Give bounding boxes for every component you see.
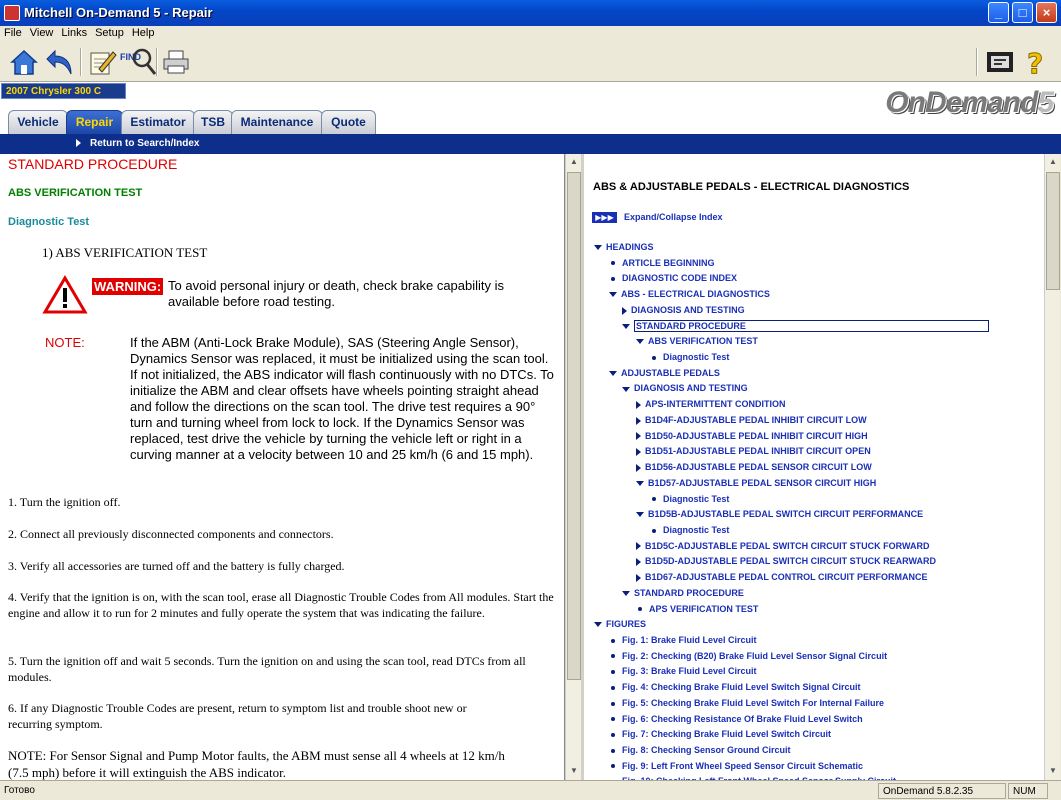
index-item-label: Fig. 5: Checking Brake Fluid Level Switch For Internal Failure	[622, 697, 885, 708]
ondemand-logo	[885, 86, 1053, 120]
index-item-label: B1D50-ADJUSTABLE PEDAL INHIBIT CIRCUIT HIGH	[645, 430, 868, 441]
index-item-label: ADJUSTABLE PEDALS	[621, 367, 720, 378]
index-item[interactable]	[622, 383, 748, 393]
index-item[interactable]	[609, 714, 863, 724]
svg-text:?: ?	[1027, 47, 1044, 80]
index-item-label: Fig. 8: Checking Sensor Ground Circuit	[622, 745, 791, 756]
collapsed-triangle-icon[interactable]	[636, 574, 641, 582]
expanded-triangle-icon[interactable]	[609, 371, 617, 376]
close-button[interactable]: ×	[1036, 2, 1057, 23]
index-item-label: B1D4F-ADJUSTABLE PEDAL INHIBIT CIRCUIT LOW	[645, 414, 867, 425]
step-4: 4. Verify that the ignition is on, with the scan tool, erase all Diagnostic Trouble Codes from All modules. Start the engine and allow it to run for 2 minutes and fully operate the system that was indicating the failure.	[8, 590, 554, 620]
step-1: 1. Turn the ignition off.	[8, 495, 121, 509]
index-item[interactable]	[609, 635, 757, 645]
expanded-triangle-icon[interactable]	[622, 387, 630, 392]
scroll-thumb[interactable]	[1046, 172, 1060, 290]
tab-maintenance[interactable]: Maintenance	[231, 110, 323, 134]
scroll-down-arrow-icon[interactable]: ▼	[1049, 766, 1057, 775]
step-6: 6. If any Diagnostic Trouble Codes are present, return to symptom list and trouble shoot new or recurring symptom.	[8, 701, 467, 731]
index-item[interactable]	[609, 651, 887, 661]
index-item-label: Fig. 3: Brake Fluid Level Circuit	[622, 666, 757, 677]
bullet-icon	[611, 764, 615, 768]
collapsed-triangle-icon[interactable]	[636, 558, 641, 566]
tab-quote[interactable]: Quote	[321, 110, 376, 134]
home-icon	[9, 48, 39, 76]
index-item[interactable]	[636, 431, 868, 441]
expanded-triangle-icon[interactable]	[594, 622, 602, 627]
index-item-label: ARTICLE BEGINNING	[622, 257, 715, 268]
menu-links[interactable]: Links	[61, 27, 88, 39]
index-item[interactable]	[609, 258, 715, 268]
status-text: Готово	[4, 785, 35, 796]
index-item-label: APS VERIFICATION TEST	[649, 603, 759, 614]
index-item-label: Diagnostic Test	[663, 352, 730, 363]
return-to-search-link[interactable]: Return to Search/Index	[90, 138, 200, 149]
index-item-label: STANDARD PROCEDURE	[634, 320, 989, 332]
article-subheading: ABS VERIFICATION TEST	[8, 187, 143, 199]
back-button[interactable]	[44, 46, 76, 78]
warning-text: To avoid personal injury or death, check brake capability is available before road testing.	[168, 278, 505, 309]
index-item-label: Fig. 4: Checking Brake Fluid Level Switch Signal Circuit	[622, 682, 861, 693]
collapsed-triangle-icon[interactable]	[636, 417, 641, 425]
index-item-label: DIAGNOSIS AND TESTING	[631, 304, 745, 315]
final-note: NOTE: For Sensor Signal and Pump Motor faults, the ABM must sense all 4 wheels at 12 km/h (7.5 mph) before it will extinguish the ABS indicator.	[8, 748, 505, 780]
expanded-triangle-icon[interactable]	[594, 245, 602, 250]
index-scrollbar[interactable]	[1044, 154, 1060, 780]
index-item[interactable]	[594, 619, 646, 629]
toolbar-separator	[976, 48, 978, 76]
bullet-icon	[611, 733, 615, 737]
bullet-icon	[652, 356, 656, 360]
expand-collapse-icon[interactable]: ▶▶▶	[592, 212, 617, 223]
bullet-icon	[638, 607, 642, 611]
notes-button[interactable]	[86, 46, 118, 78]
menu-setup[interactable]: Setup	[95, 27, 124, 39]
index-item[interactable]	[636, 399, 786, 409]
expanded-triangle-icon[interactable]	[622, 591, 630, 596]
logo-text: OnDemand	[885, 86, 1038, 119]
bullet-icon	[652, 529, 656, 533]
index-item[interactable]	[609, 698, 884, 708]
index-item[interactable]	[636, 462, 872, 472]
menu-file[interactable]: File	[4, 27, 22, 39]
print-button[interactable]	[160, 46, 192, 78]
logo-number: 5	[1037, 86, 1053, 119]
article-heading: STANDARD PROCEDURE	[8, 156, 178, 172]
index-item[interactable]	[650, 494, 729, 504]
note-label: NOTE:	[45, 335, 85, 350]
index-item[interactable]	[609, 682, 861, 692]
collapsed-triangle-icon[interactable]	[636, 464, 641, 472]
toolbar	[0, 42, 1061, 82]
index-item-label: Fig. 2: Checking (B20) Brake Fluid Level Sensor Signal Circuit	[622, 650, 888, 661]
index-item[interactable]	[636, 572, 928, 582]
index-item[interactable]	[622, 588, 744, 598]
status-bar	[0, 780, 1061, 800]
index-item[interactable]	[636, 336, 758, 346]
index-item[interactable]	[594, 242, 654, 252]
bullet-icon	[652, 497, 656, 501]
num-lock-indicator: NUM	[1008, 783, 1048, 799]
step-3: 3. Verify all accessories are turned off and the battery is fully charged.	[8, 559, 345, 573]
index-item-label: ABS - ELECTRICAL DIAGNOSTICS	[621, 289, 770, 300]
index-item[interactable]	[609, 368, 720, 378]
menu-view[interactable]: View	[29, 27, 54, 39]
maximize-button[interactable]: □	[1012, 2, 1033, 23]
scroll-up-arrow-icon[interactable]: ▲	[1049, 157, 1057, 166]
help-button[interactable]	[1020, 46, 1052, 78]
bullet-icon	[611, 702, 615, 706]
collapsed-triangle-icon[interactable]	[636, 432, 641, 440]
app-icon	[4, 5, 20, 21]
navigation-bar	[0, 134, 1061, 154]
index-item-label: DIAGNOSIS AND TESTING	[634, 383, 748, 394]
collapsed-triangle-icon[interactable]	[622, 307, 627, 315]
tab-vehicle[interactable]: Vehicle	[8, 110, 68, 134]
bullet-icon	[611, 277, 615, 281]
index-item-label: Diagnostic Test	[663, 493, 730, 504]
scroll-thumb[interactable]	[567, 172, 581, 680]
step-2: 2. Connect all previously disconnected components and connectors.	[8, 527, 334, 541]
index-item[interactable]	[609, 745, 791, 755]
index-item-label: Fig. 1: Brake Fluid Level Circuit	[622, 635, 757, 645]
article-subsubheading: Diagnostic Test	[8, 216, 90, 228]
bullet-icon	[611, 717, 615, 721]
back-arrow-icon	[45, 48, 75, 76]
bullet-icon	[611, 749, 615, 753]
minimize-button[interactable]: _	[988, 2, 1009, 23]
menu-bar	[0, 26, 1061, 42]
bullet-icon	[611, 654, 615, 658]
index-item-label: Fig. 9: Left Front Wheel Speed Sensor Circuit Schematic	[622, 760, 864, 771]
index-item-label: B1D5C-ADJUSTABLE PEDAL SWITCH CIRCUIT STUCK FORWARD	[645, 540, 930, 551]
index-item[interactable]	[636, 556, 936, 566]
index-item[interactable]	[636, 478, 876, 488]
index-item[interactable]	[622, 321, 989, 331]
expanded-triangle-icon[interactable]	[636, 339, 644, 344]
index-item-label: FIGURES	[606, 619, 647, 630]
step-5: 5. Turn the ignition off and wait 5 seconds. Turn the ignition on and using the scan tool, read DTCs from all modules.	[8, 654, 526, 684]
index-item-label: B1D56-ADJUSTABLE PEDAL SENSOR CIRCUIT LOW	[645, 462, 872, 473]
index-item-label: HEADINGS	[606, 242, 654, 252]
version-label: OnDemand 5.8.2.35	[878, 783, 1006, 799]
toolbar-separator	[156, 48, 158, 76]
expanded-triangle-icon[interactable]	[609, 292, 617, 297]
index-item-label: ABS VERIFICATION TEST	[648, 336, 758, 347]
index-item-label: Fig. 6: Checking Resistance Of Brake Fluid Level Switch	[622, 713, 863, 724]
film-strip-icon	[984, 48, 1016, 76]
index-item[interactable]	[609, 666, 757, 676]
home-button[interactable]	[8, 46, 40, 78]
expand-collapse-link[interactable]: Expand/Collapse Index	[624, 212, 723, 222]
window-title: Mitchell On-Demand 5 - Repair	[24, 5, 213, 20]
index-item[interactable]	[609, 729, 831, 739]
index-item[interactable]	[650, 525, 729, 535]
tab-tsb[interactable]: TSB	[193, 110, 233, 134]
title-bar	[0, 0, 1061, 26]
index-item[interactable]	[650, 352, 729, 362]
bullet-icon	[611, 261, 615, 265]
index-item-label: STANDARD PROCEDURE	[634, 587, 744, 598]
bullet-icon	[611, 686, 615, 690]
index-item[interactable]	[609, 761, 863, 771]
menu-help[interactable]: Help	[131, 27, 155, 39]
bullet-icon	[611, 670, 615, 674]
index-item-label: DIAGNOSTIC CODE INDEX	[622, 273, 738, 284]
index-item[interactable]	[636, 541, 930, 551]
index-pane	[584, 154, 1044, 780]
video-help-button[interactable]	[984, 46, 1016, 78]
article-scrollbar[interactable]	[565, 154, 581, 780]
index-item[interactable]	[636, 604, 758, 614]
tab-repair[interactable]: Repair	[66, 110, 123, 134]
bullet-icon	[611, 639, 615, 643]
warning-label: WARNING:	[94, 279, 162, 294]
section-title: 1) ABS VERIFICATION TEST	[42, 245, 208, 260]
tab-estimator[interactable]: Estimator	[121, 110, 195, 134]
index-item-label: B1D57-ADJUSTABLE PEDAL SENSOR CIRCUIT HIGH	[648, 477, 877, 488]
question-mark-icon	[1023, 47, 1049, 80]
index-item-label: B1D5D-ADJUSTABLE PEDAL SWITCH CIRCUIT STUCK REARWARD	[645, 556, 937, 567]
article-pane	[0, 154, 565, 780]
notepad-pencil-icon	[87, 47, 117, 77]
play-arrow-icon	[76, 139, 81, 147]
find-label: FIND	[120, 52, 141, 62]
scroll-up-arrow-icon[interactable]: ▲	[570, 157, 578, 166]
expanded-triangle-icon[interactable]	[636, 512, 644, 517]
vehicle-label[interactable]: 2007 Chrysler 300 C	[1, 83, 126, 99]
index-item-label: B1D5B-ADJUSTABLE PEDAL SWITCH CIRCUIT PERFORMANCE	[648, 509, 924, 520]
collapsed-triangle-icon[interactable]	[636, 448, 641, 456]
expanded-triangle-icon[interactable]	[636, 481, 644, 486]
index-item-label: Diagnostic Test	[663, 524, 730, 535]
index-item[interactable]	[609, 273, 737, 283]
index-item[interactable]	[636, 415, 867, 425]
index-item-label: Fig. 7: Checking Brake Fluid Level Switch Circuit	[622, 729, 832, 740]
index-title: ABS & ADJUSTABLE PEDALS - ELECTRICAL DIAGNOSTICS	[593, 181, 910, 193]
collapsed-triangle-icon[interactable]	[636, 401, 641, 409]
index-item[interactable]	[622, 305, 745, 315]
index-item-label: APS-INTERMITTENT CONDITION	[645, 399, 786, 410]
scroll-down-arrow-icon[interactable]: ▼	[570, 766, 578, 775]
index-item[interactable]	[609, 289, 770, 299]
expanded-triangle-icon[interactable]	[622, 324, 630, 329]
index-item-label: B1D51-ADJUSTABLE PEDAL INHIBIT CIRCUIT OPEN	[645, 446, 871, 457]
index-item[interactable]	[636, 446, 871, 456]
toolbar-separator	[80, 48, 82, 76]
warning-triangle-icon	[42, 275, 88, 315]
note-text: If the ABM (Anti-Lock Brake Module), SAS (Steering Angle Sensor), Dynamics Sensor was replaced, it must be initialized using the scan tool. If not initialized, the ABS indicator will flash continuously with no DTCs. To initialize the ABM and clear offsets have wheels pointing straight ahead and follow the directions on the scan tool. The drive test requires a 90° turn and turning wheel from lock to lock. If the Dynamics Sensor was replaced, test drive the vehicle by turning the vehicle left or right in a curving manner at a velocity between 10 and 25 km/h (6 and 15 mph).	[130, 335, 554, 462]
find-button[interactable]	[120, 46, 152, 78]
printer-icon	[161, 48, 191, 76]
index-item[interactable]	[636, 509, 923, 519]
index-item-label: B1D67-ADJUSTABLE PEDAL CONTROL CIRCUIT PERFORMANCE	[645, 572, 928, 583]
collapsed-triangle-icon[interactable]	[636, 542, 641, 550]
